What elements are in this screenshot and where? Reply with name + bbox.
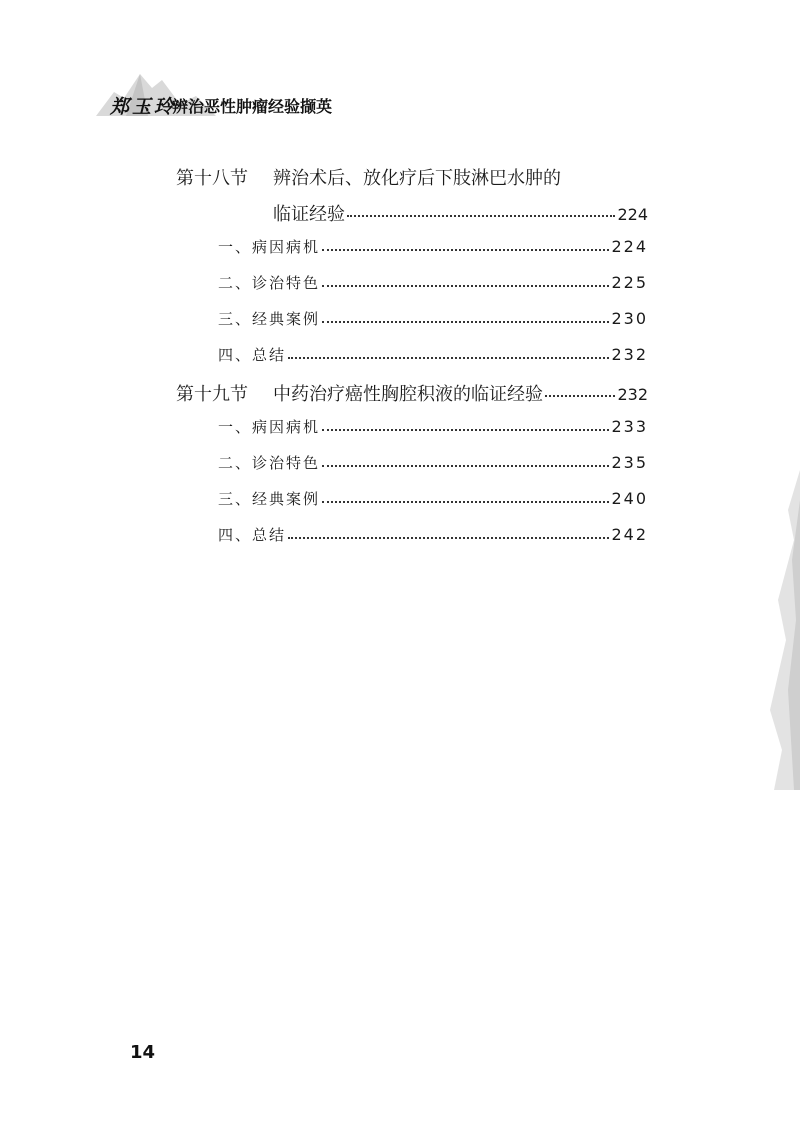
- page-ref: 224: [611, 237, 648, 256]
- section-title-continuation: 临证经验: [273, 204, 345, 225]
- page-ref: 242: [611, 525, 648, 544]
- item-label: 四、总结: [218, 346, 287, 364]
- section-number: 第十八节: [176, 168, 248, 189]
- toc-item[interactable]: [218, 308, 648, 329]
- toc-item[interactable]: [218, 416, 648, 437]
- item-label: 二、诊治特色: [218, 454, 321, 472]
- section-title: 辨治术后、放化疗后下肢淋巴水肿的: [273, 168, 561, 189]
- section-number: 第十九节: [176, 384, 248, 405]
- page-ref: 224: [617, 205, 648, 224]
- toc-item[interactable]: [218, 236, 648, 257]
- page-ref: 235: [611, 453, 648, 472]
- toc-item[interactable]: [218, 452, 648, 473]
- page-ref: 225: [611, 273, 648, 292]
- side-mountain-decoration-icon: [760, 470, 800, 790]
- toc-item[interactable]: [218, 272, 648, 293]
- page-ref: 232: [611, 345, 648, 364]
- item-label: 一、病因病机: [218, 238, 321, 256]
- toc-section-19-heading[interactable]: [176, 380, 648, 406]
- section-title: 中药治疗癌性胸腔积液的临证经验: [273, 384, 543, 405]
- dot-leader: [322, 465, 609, 467]
- header-author: 郑玉玲: [110, 96, 177, 118]
- dot-leader: [288, 357, 609, 359]
- running-header: [96, 58, 416, 128]
- item-label: 二、诊治特色: [218, 274, 321, 292]
- item-label: 三、经典案例: [218, 490, 321, 508]
- dot-leader: [322, 249, 609, 251]
- item-label: 四、总结: [218, 526, 287, 544]
- dot-leader: [322, 321, 609, 323]
- dot-leader: [322, 429, 609, 431]
- dot-leader: [322, 501, 609, 503]
- page-ref: 232: [617, 385, 648, 404]
- toc-item[interactable]: [218, 488, 648, 509]
- dot-leader: [288, 537, 609, 539]
- dot-leader: [545, 395, 615, 397]
- header-book-title: 辨治恶性肿瘤经验撷英: [172, 97, 333, 116]
- toc-section-18-heading[interactable]: [176, 164, 561, 190]
- page-number: 14: [130, 1042, 156, 1063]
- item-label: 一、病因病机: [218, 418, 321, 436]
- toc-section-18-continuation[interactable]: [273, 200, 648, 226]
- page-ref: 240: [611, 489, 648, 508]
- page-ref: 230: [611, 309, 648, 328]
- toc-item[interactable]: [218, 344, 648, 365]
- page-ref: 233: [611, 417, 648, 436]
- dot-leader: [347, 215, 615, 217]
- toc-item[interactable]: [218, 524, 648, 545]
- item-label: 三、经典案例: [218, 310, 321, 328]
- section-heading: [176, 380, 543, 406]
- dot-leader: [322, 285, 609, 287]
